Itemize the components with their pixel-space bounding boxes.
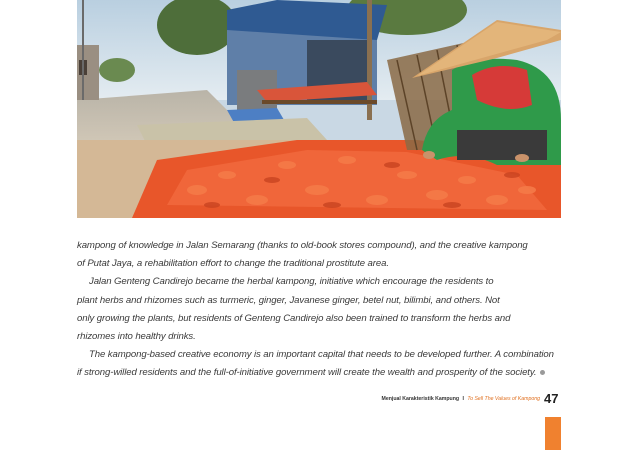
- body-line: The kampong-based creative economy is an important capital that needs to be developed further. A combination: [89, 349, 554, 361]
- footer-title-indonesian: Menjual Karakteristik Kampung: [381, 396, 460, 402]
- page-edge-tab: [545, 417, 561, 450]
- body-line-text: if strong-willed residents and the full-of-initiative government will create the wealth and prosperity of the society.: [77, 367, 537, 379]
- body-line: kampong of knowledge in Jalan Semarang (thanks to old-book stores compound), and the creative kampong: [77, 240, 528, 251]
- body-line: Jalan Genteng Candirejo became the herbal kampong, initiative which encourage the residents to: [89, 276, 494, 288]
- body-line: of Putat Jaya, a rehabilitation effort to change the traditional prostitute area.: [77, 258, 389, 270]
- body-line: rhizomes into healthy drinks.: [77, 331, 196, 343]
- running-footer: [300, 396, 540, 402]
- body-line-last: [77, 364, 563, 382]
- body-line: only growing the plants, but residents of Genteng Candirejo also been trained to transform the herbs and: [77, 312, 511, 324]
- footer-separator: I: [462, 396, 464, 402]
- footer-title-english: To Sell The Values of Kampong: [467, 396, 540, 402]
- bullet-dot-icon: [540, 370, 545, 375]
- photo-illustration: [77, 0, 561, 218]
- cover-photo-crackers-drying: [77, 0, 561, 218]
- page-number: 47: [544, 391, 559, 406]
- article-body: [77, 237, 563, 383]
- body-line: plant herbs and rhizomes such as turmeric, ginger, Javanese ginger, betel nut, bilimbi, and others. Not: [77, 294, 500, 306]
